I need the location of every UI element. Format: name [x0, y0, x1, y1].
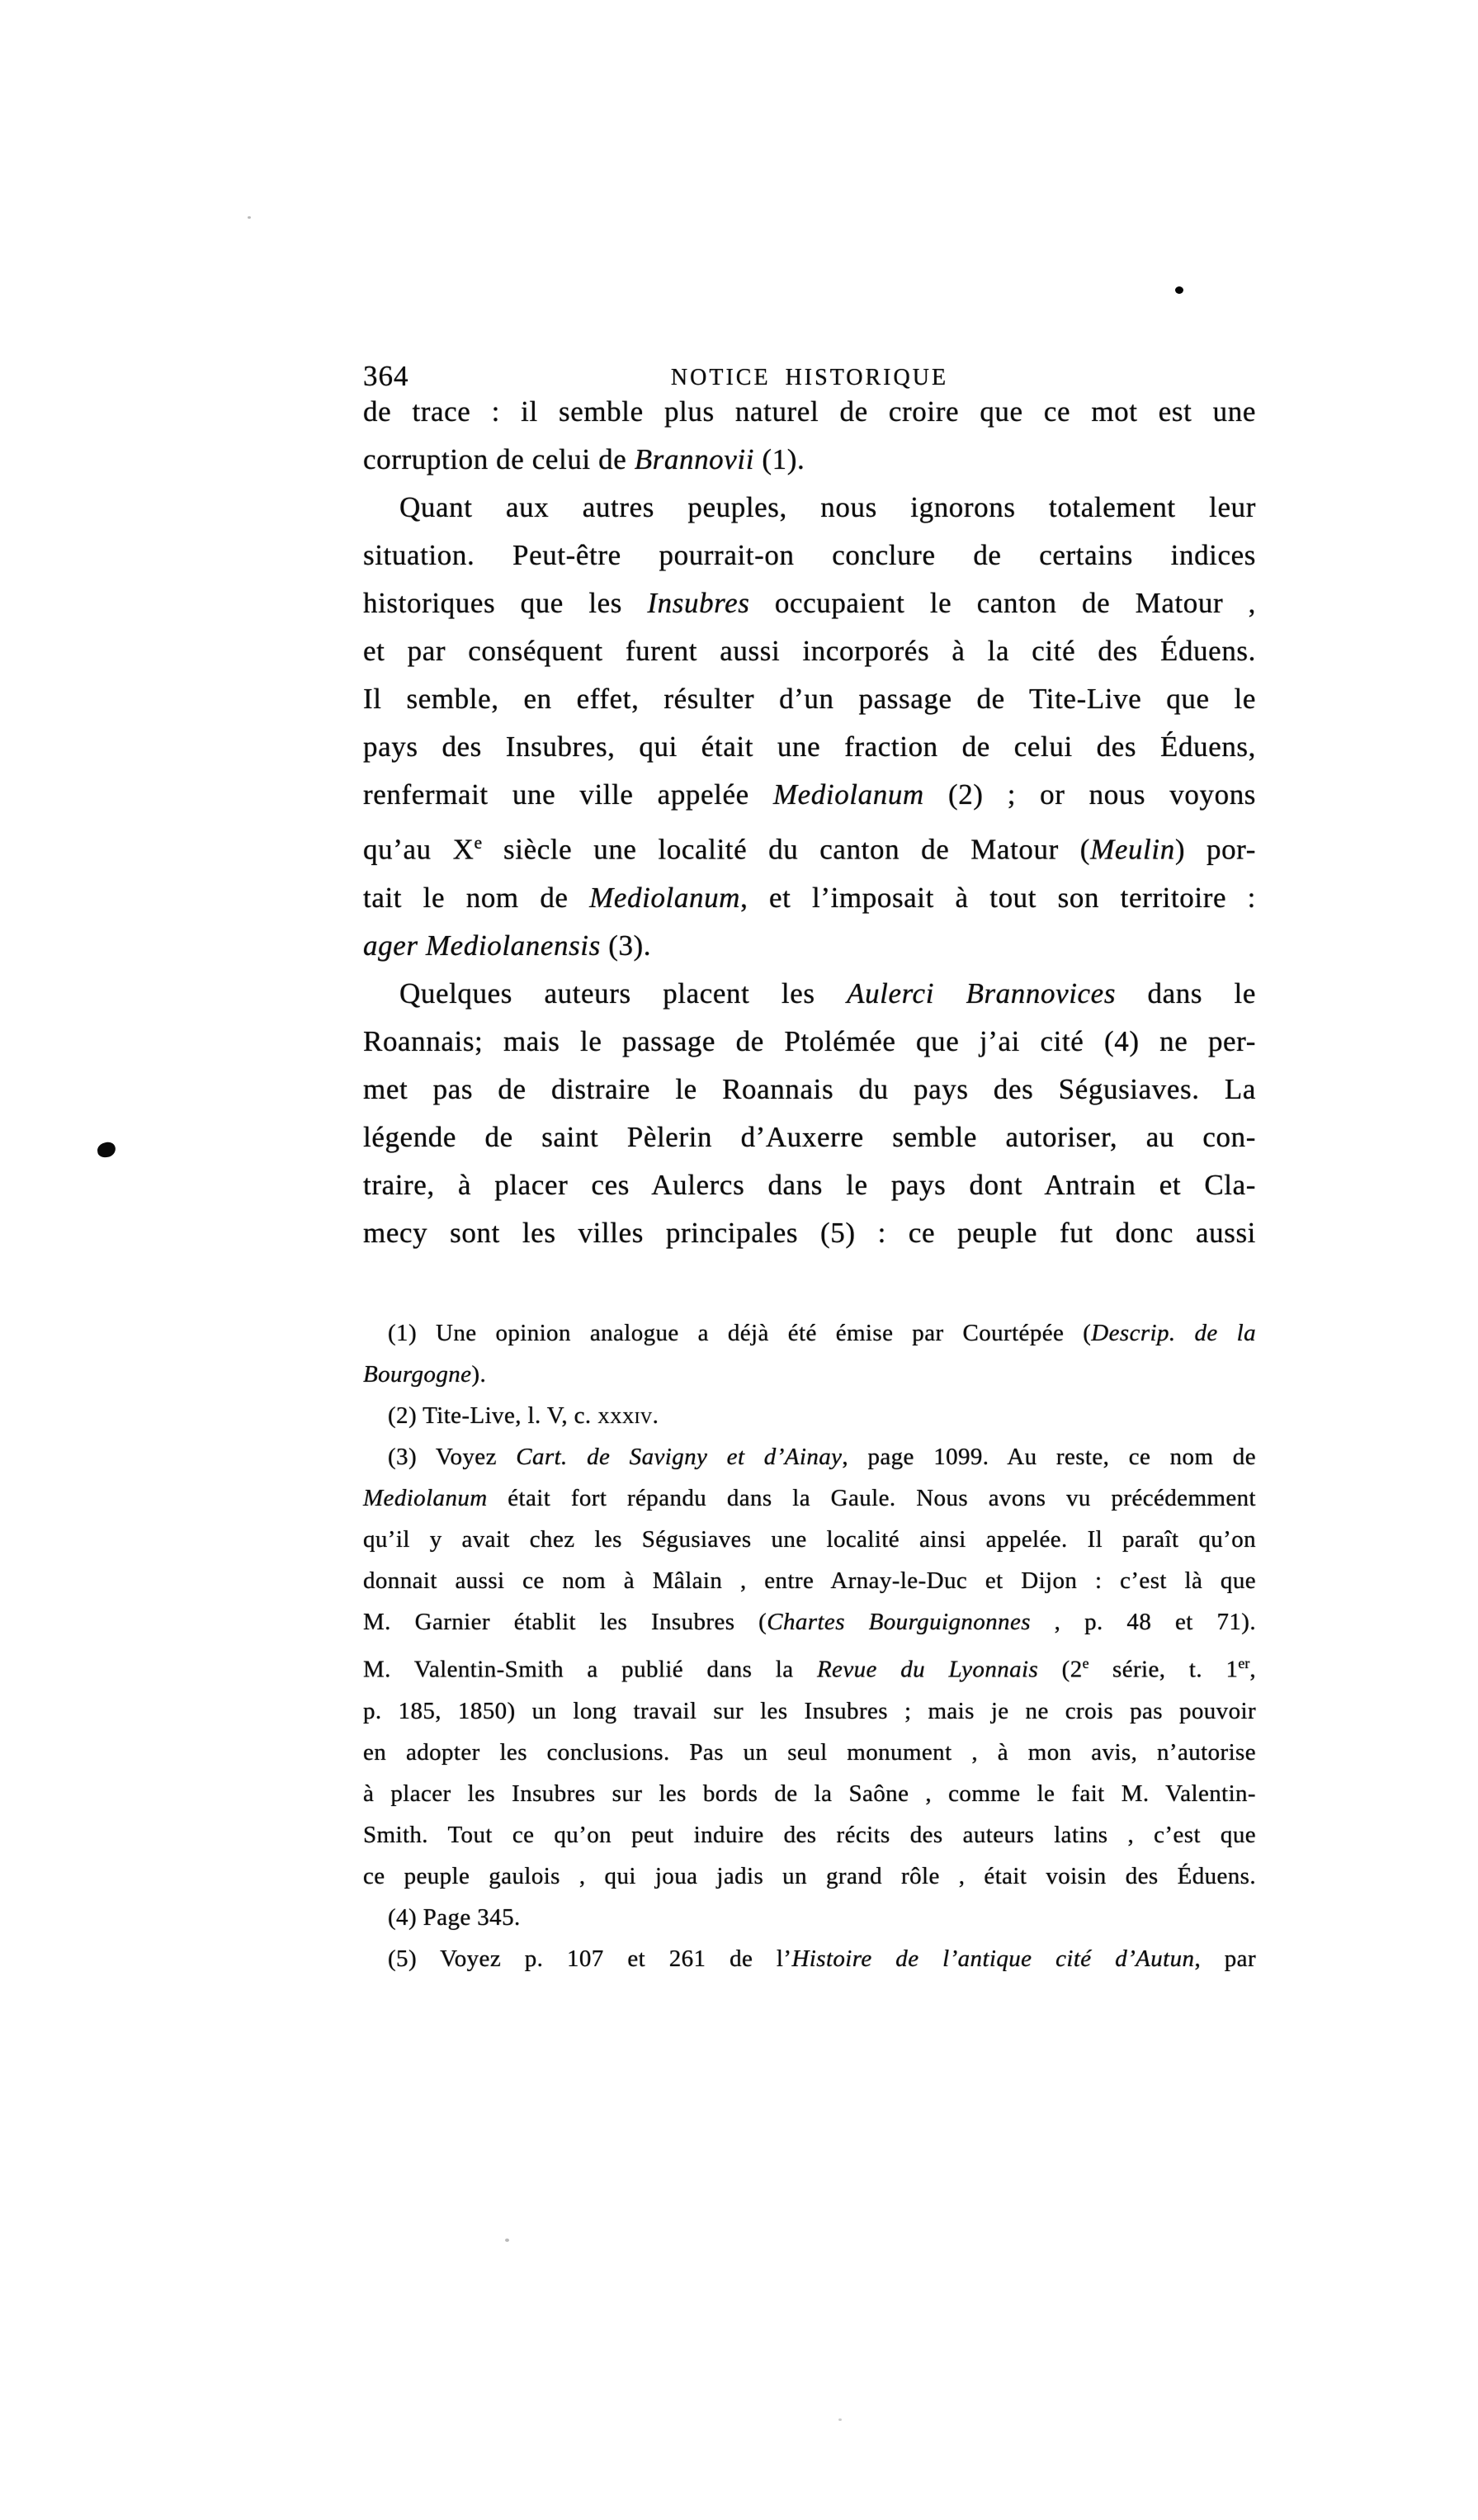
text-segment: xxxiv: [597, 1402, 653, 1429]
text-segment: ce peuple gaulois , qui joua jadis un grand rôle , était voisin des Éduens.: [363, 1862, 1256, 1889]
text-line: [363, 1856, 1256, 1897]
text-line: [363, 1161, 1256, 1209]
text-line: [363, 1436, 1256, 1477]
text-line: [363, 970, 1256, 1018]
text-segment: , p. 48 et 71).: [1030, 1609, 1256, 1635]
text-line: [363, 1938, 1256, 1979]
text-segment: ) por-: [1174, 833, 1256, 866]
text-segment: (2) Tite-Live, l. V, c.: [388, 1402, 598, 1429]
ink-speck: [248, 216, 251, 219]
text-segment: Meulin: [1090, 833, 1175, 866]
text-segment: (4) Page 345.: [388, 1903, 521, 1931]
ink-dot-mark: [1175, 286, 1183, 294]
text-segment: Bourgogne: [363, 1361, 472, 1388]
text-line: [363, 1643, 1256, 1690]
text-segment: Aulerci Brannovices: [847, 976, 1117, 1009]
ink-speck: [505, 2239, 509, 2242]
text-line: [363, 579, 1256, 627]
footnotes-block: [363, 1312, 1256, 1979]
text-segment: er: [1238, 1655, 1250, 1671]
text-line: [363, 874, 1256, 922]
text-segment: Mediolanum: [589, 881, 741, 914]
text-segment: historiques que les: [363, 587, 648, 619]
text-line: [363, 1773, 1256, 1814]
text-line: [363, 1814, 1256, 1856]
text-line: [363, 1018, 1256, 1066]
text-line: [363, 388, 1256, 436]
text-segment: .: [652, 1402, 659, 1429]
text-segment: , par: [1194, 1945, 1256, 1972]
text-segment: série, t. 1: [1088, 1656, 1239, 1683]
text-segment: (1).: [754, 443, 805, 475]
text-segment: (3) Voyez: [388, 1444, 517, 1470]
text-line: [363, 819, 1256, 874]
text-segment: (3).: [600, 929, 652, 962]
text-line: [363, 1312, 1256, 1354]
text-segment: (5) Voyez p. 107 et 261 de l’: [388, 1945, 792, 1972]
text-line: [363, 484, 1256, 532]
text-segment: était fort répandu dans la Gaule. Nous avons vu précédemment: [487, 1485, 1256, 1511]
text-segment: donnait aussi ce nom à Mâlain , entre Arnay-le-Duc et Dijon : c’est là que: [363, 1567, 1256, 1594]
text-segment: à placer les Insubres sur les bords de la Saône , comme le fait M. Valentin-: [363, 1780, 1256, 1807]
text-segment: Quelques auteurs placent les: [399, 976, 848, 1009]
text-segment: Brannovii: [634, 443, 755, 475]
text-segment: Revue du Lyonnais: [816, 1656, 1039, 1683]
text-line: [363, 1209, 1256, 1257]
main-text-block: [363, 388, 1256, 1257]
text-segment: qu’il y avait chez les Ségusiaves une localité ainsi appelée. Il paraît qu’on: [363, 1526, 1256, 1553]
text-line: [363, 922, 1256, 970]
text-line: [363, 1395, 1256, 1436]
text-segment: mecy sont les villes principales (5) : ce peuple fut donc aussi: [363, 1216, 1256, 1249]
text-line: [363, 1560, 1256, 1601]
text-segment: (2: [1038, 1656, 1083, 1683]
page-number: 364: [363, 360, 409, 392]
text-segment: ager Mediolanensis: [363, 929, 601, 962]
text-segment: et par conséquent furent aussi incorporés à la cité des Éduens.: [363, 635, 1256, 667]
text-segment: Mediolanum: [772, 778, 924, 811]
text-segment: Roannais; mais le passage de Ptolémée que j’ai cité (4) ne per-: [363, 1024, 1256, 1057]
text-line: [363, 1897, 1256, 1938]
text-segment: pays des Insubres, qui était une fraction de celui des Éduens,: [363, 730, 1256, 763]
text-segment: e: [1082, 1655, 1089, 1671]
text-segment: renfermait une ville appelée: [363, 778, 773, 811]
text-segment: (1) Une opinion analogue a déjà été émise par Courtépée (: [388, 1320, 1092, 1346]
text-segment: M. Valentin-Smith a publié dans la: [363, 1656, 817, 1683]
text-segment: Histoire de l’antique cité d’Autun: [791, 1945, 1195, 1972]
text-line: [363, 1732, 1256, 1773]
text-segment: situation. Peut-être pourrait-on conclure de certains indices: [363, 539, 1256, 571]
text-segment: Descrip. de la: [1091, 1320, 1256, 1346]
text-line: [363, 1066, 1256, 1113]
text-segment: Smith. Tout ce qu’on peut induire des récits des auteurs latins , c’est que: [363, 1821, 1256, 1848]
text-segment: occupaient le canton de Matour ,: [749, 587, 1256, 619]
text-segment: M. Garnier établit les Insubres (: [363, 1609, 767, 1635]
ink-speck: [838, 2418, 842, 2421]
text-line: [363, 1601, 1256, 1643]
text-segment: siècle une localité du canton de Matour (: [482, 833, 1091, 866]
text-line: [363, 723, 1256, 771]
text-segment: met pas de distraire le Roannais du pays des Ségusiaves. La: [363, 1072, 1256, 1105]
text-line: [363, 675, 1256, 723]
text-segment: en adopter les conclusions. Pas un seul monument , à mon avis, n’autorise: [363, 1738, 1256, 1766]
text-line: [363, 1519, 1256, 1560]
ink-blot-mark: [97, 1142, 116, 1159]
text-segment: Insubres: [647, 587, 750, 619]
text-segment: traire, à placer ces Aulercs dans le pays dont Antrain et Cla-: [363, 1168, 1256, 1201]
text-segment: Quant aux autres peuples, nous ignorons totalement leur: [399, 491, 1256, 523]
text-segment: Cart. de Savigny et d’Ainay: [516, 1444, 843, 1470]
text-segment: ,: [1249, 1656, 1256, 1683]
text-line: [363, 771, 1256, 819]
text-segment: dans le: [1116, 976, 1257, 1009]
text-segment: de trace : il semble plus naturel de croire que ce mot est une: [363, 395, 1256, 428]
running-title: NOTICE HISTORIQUE: [670, 365, 949, 390]
text-segment: Il semble, en effet, résulter d’un passage de Tite-Live que le: [363, 683, 1256, 715]
text-line: [363, 436, 1256, 484]
text-line: [363, 1690, 1256, 1732]
text-line: [363, 1354, 1256, 1395]
text-segment: qu’au X: [363, 833, 475, 866]
text-segment: légende de saint Pèlerin d’Auxerre semble autoriser, au con-: [363, 1120, 1256, 1153]
text-segment: , page 1099. Au reste, ce nom de: [842, 1444, 1256, 1470]
text-line: [363, 1477, 1256, 1519]
text-segment: Mediolanum: [363, 1485, 488, 1511]
text-segment: , et l’imposait à tout son territoire :: [740, 881, 1256, 914]
text-segment: tait le nom de: [363, 881, 590, 914]
text-line: [363, 532, 1256, 579]
text-segment: Chartes Bourguignonnes: [767, 1609, 1031, 1635]
text-line: [363, 627, 1256, 675]
text-segment: e: [474, 833, 483, 853]
text-segment: p. 185, 1850) un long travail sur les Insubres ; mais je ne crois pas pouvoir: [363, 1697, 1256, 1724]
text-segment: ).: [471, 1361, 487, 1388]
text-line: [363, 1113, 1256, 1161]
text-segment: (2) ; or nous voyons: [923, 778, 1257, 811]
text-segment: corruption de celui de: [363, 443, 635, 475]
